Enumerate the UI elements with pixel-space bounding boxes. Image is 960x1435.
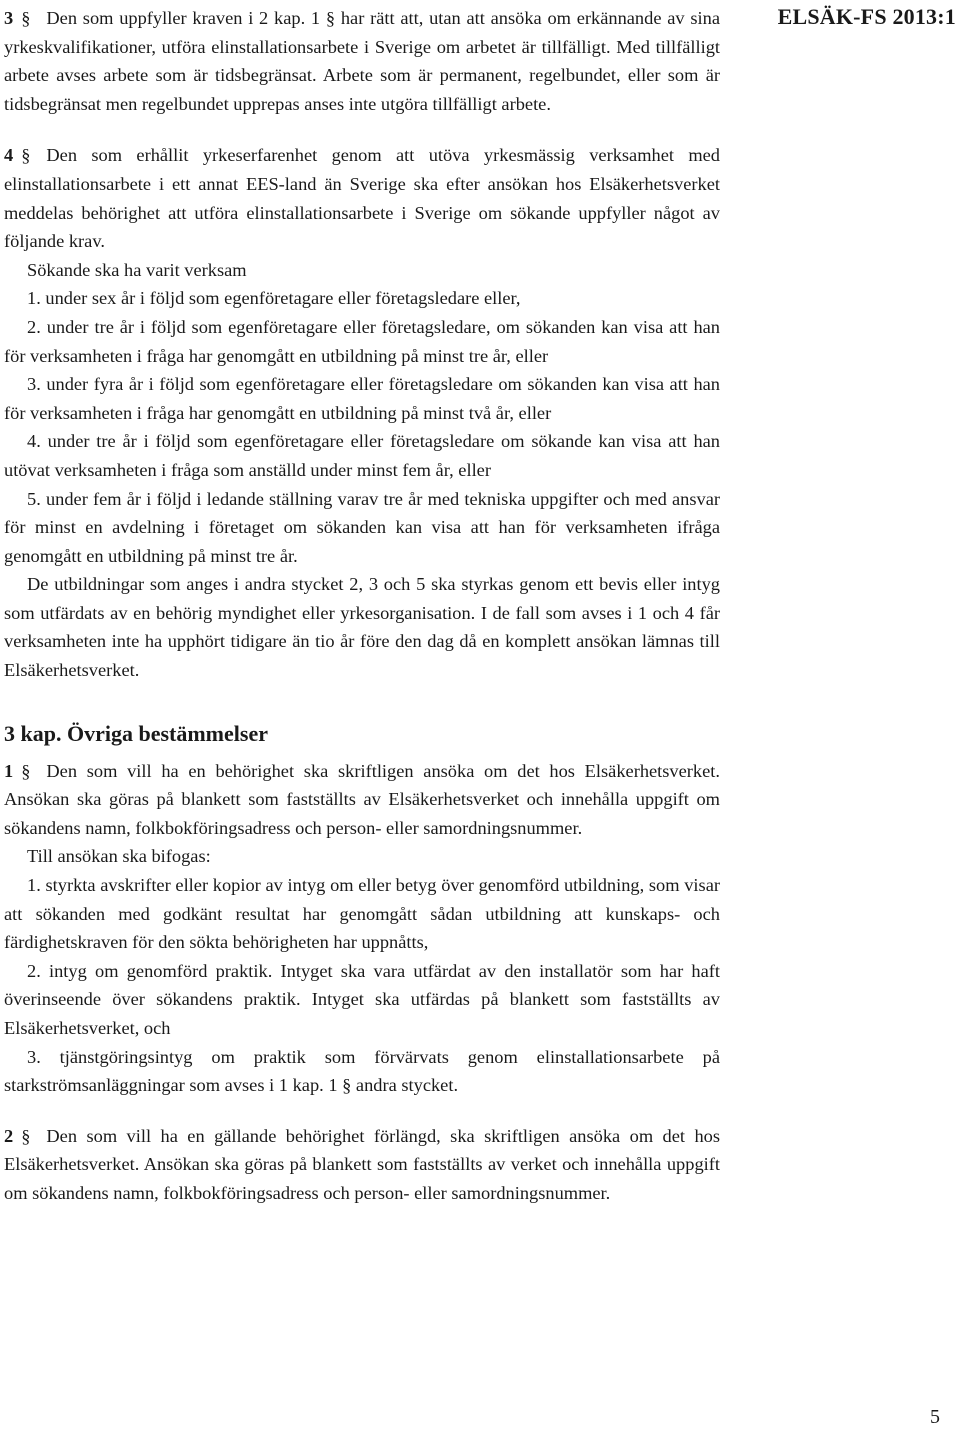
list-item: 2. intyg om genomförd praktik. Intyget ska vara utfärdat av den installatör som har haft överinseende över sökandens praktik. Intyget ska utfärdas på blankett som fastställts av Elsäkerhetsverket, och [4,960,720,1038]
section-text: Den som erhållit yrkeserfarenhet genom att utöva yrkesmässig verksamhet med elinstallationsarbete i ett annat EES-land än Sverige ska efter ansökan hos Elsäkerhetsverket meddelas behörighet att utföra elinstallationsarbete i Sverige om sökande uppfyller något av följande krav. [4,145,720,252]
chapter-heading: 3 kap. Övriga bestämmelser [4,720,268,746]
section-number: 1 [4,760,14,781]
section-text: Den som vill ha en behörighet ska skriftligen ansöka om det hos Elsäkerhetsverket. Ansökan ska göras på blankett som fastställts av Elsäkerhetsverket och innehålla uppgift om sökandens namn, folkbokföringsadress och person- eller samordningsnummer. [4,760,720,838]
list-lead: Sökande ska ha varit verksam [27,259,247,280]
paragraph-sign: § [21,145,31,166]
section-2-4 [4,141,720,684]
list-lead: Till ansökan ska bifogas: [27,846,211,867]
list-item: 4. under tre år i följd som egenföretagare eller företagsledare om sökande kan visa att han utövat verksamheten i fråga som anställd under minst fem år, eller [4,431,720,480]
paragraph-sign: § [21,8,31,28]
list-item: 1. under sex år i följd som egenföretagare eller företagsledare eller, [27,288,521,309]
closing-paragraph: De utbildningar som anges i andra stycket 2, 3 och 5 ska styrkas genom ett bevis eller intyg som utfärdats av en behörig myndighet eller yrkesorganisation. I de fall som avses i 1 och 4 får verksamheten inte ha upphört tidigare än tio år före den dag då en komplett ansökan lämnas till Elsäkerhetsverket. [4,574,720,681]
section-paragraph [4,4,720,118]
page-body [4,4,720,1208]
paragraph-sign: § [21,760,31,781]
page-number: 5 [930,1406,940,1428]
section-number: 3 [4,8,14,28]
document-code: ELSÄK-FS 2013:1 [777,4,956,29]
paragraph-sign: § [21,1125,31,1146]
list-item: 1. styrkta avskrifter eller kopior av intyg om eller betyg över genomförd utbildning, som visar att sökanden med godkänt resultat har genomgått sådan utbildning att kunskaps- och färdighetskraven för den sökta behörigheten har uppnåtts, [4,875,720,953]
section-3-2 [4,1122,720,1208]
list-item: 2. under tre år i följd som egenföretagare eller företagsledare, om sökanden kan visa att han för verksamheten i fråga har genomgått en utbildning på minst tre år, eller [4,316,720,366]
list-item: 3. under fyra år i följd som egenföretagare eller företagsledare om sökanden kan visa att han för verksamheten i fråga har genomgått en utbildning på minst två år, eller [4,374,720,423]
list-item: 5. under fem år i följd i ledande ställning varav tre år med tekniska uppgifter och med ansvar för minst en avdelning i företaget om sökanden kan visa att han för verksamheten ifråga genomgått en utbildning på minst tre år. [4,488,720,566]
section-text: Den som uppfyller kraven i 2 kap. 1 § har rätt att, utan att ansöka om erkännande av sina yrkeskvalifikationer, utföra elinstallationsarbete i Sverige om arbetet är tillfälligt. Med tillfälligt arbete avses arbete som är tidsbegränsat. Arbete som är permanent, regelbundet, eller som är tidsbegränsat men regelbundet upprepas anses inte utgöra tillfälligt arbete. [4,8,720,114]
section-paragraph [4,757,720,843]
section-2-3 [4,4,720,118]
section-number: 4 [4,145,14,166]
section-text: Den som vill ha en gällande behörighet förlängd, ska skriftligen ansöka om det hos Elsäkerhetsverket. Ansökan ska göras på blankett som fastställts av verket och innehålla uppgift om sökandens namn, folkbokföringsadress och person- eller samordningsnummer. [4,1125,720,1203]
section-3-1 [4,757,720,1100]
section-paragraph [4,1122,720,1208]
section-paragraph [4,141,720,255]
section-number: 2 [4,1125,14,1146]
list-item: 3. tjänstgöringsintyg om praktik som förvärvats genom elinstallationsarbete på starkströmsanläggningar som avses i 1 kap. 1 § andra stycket. [4,1046,720,1096]
